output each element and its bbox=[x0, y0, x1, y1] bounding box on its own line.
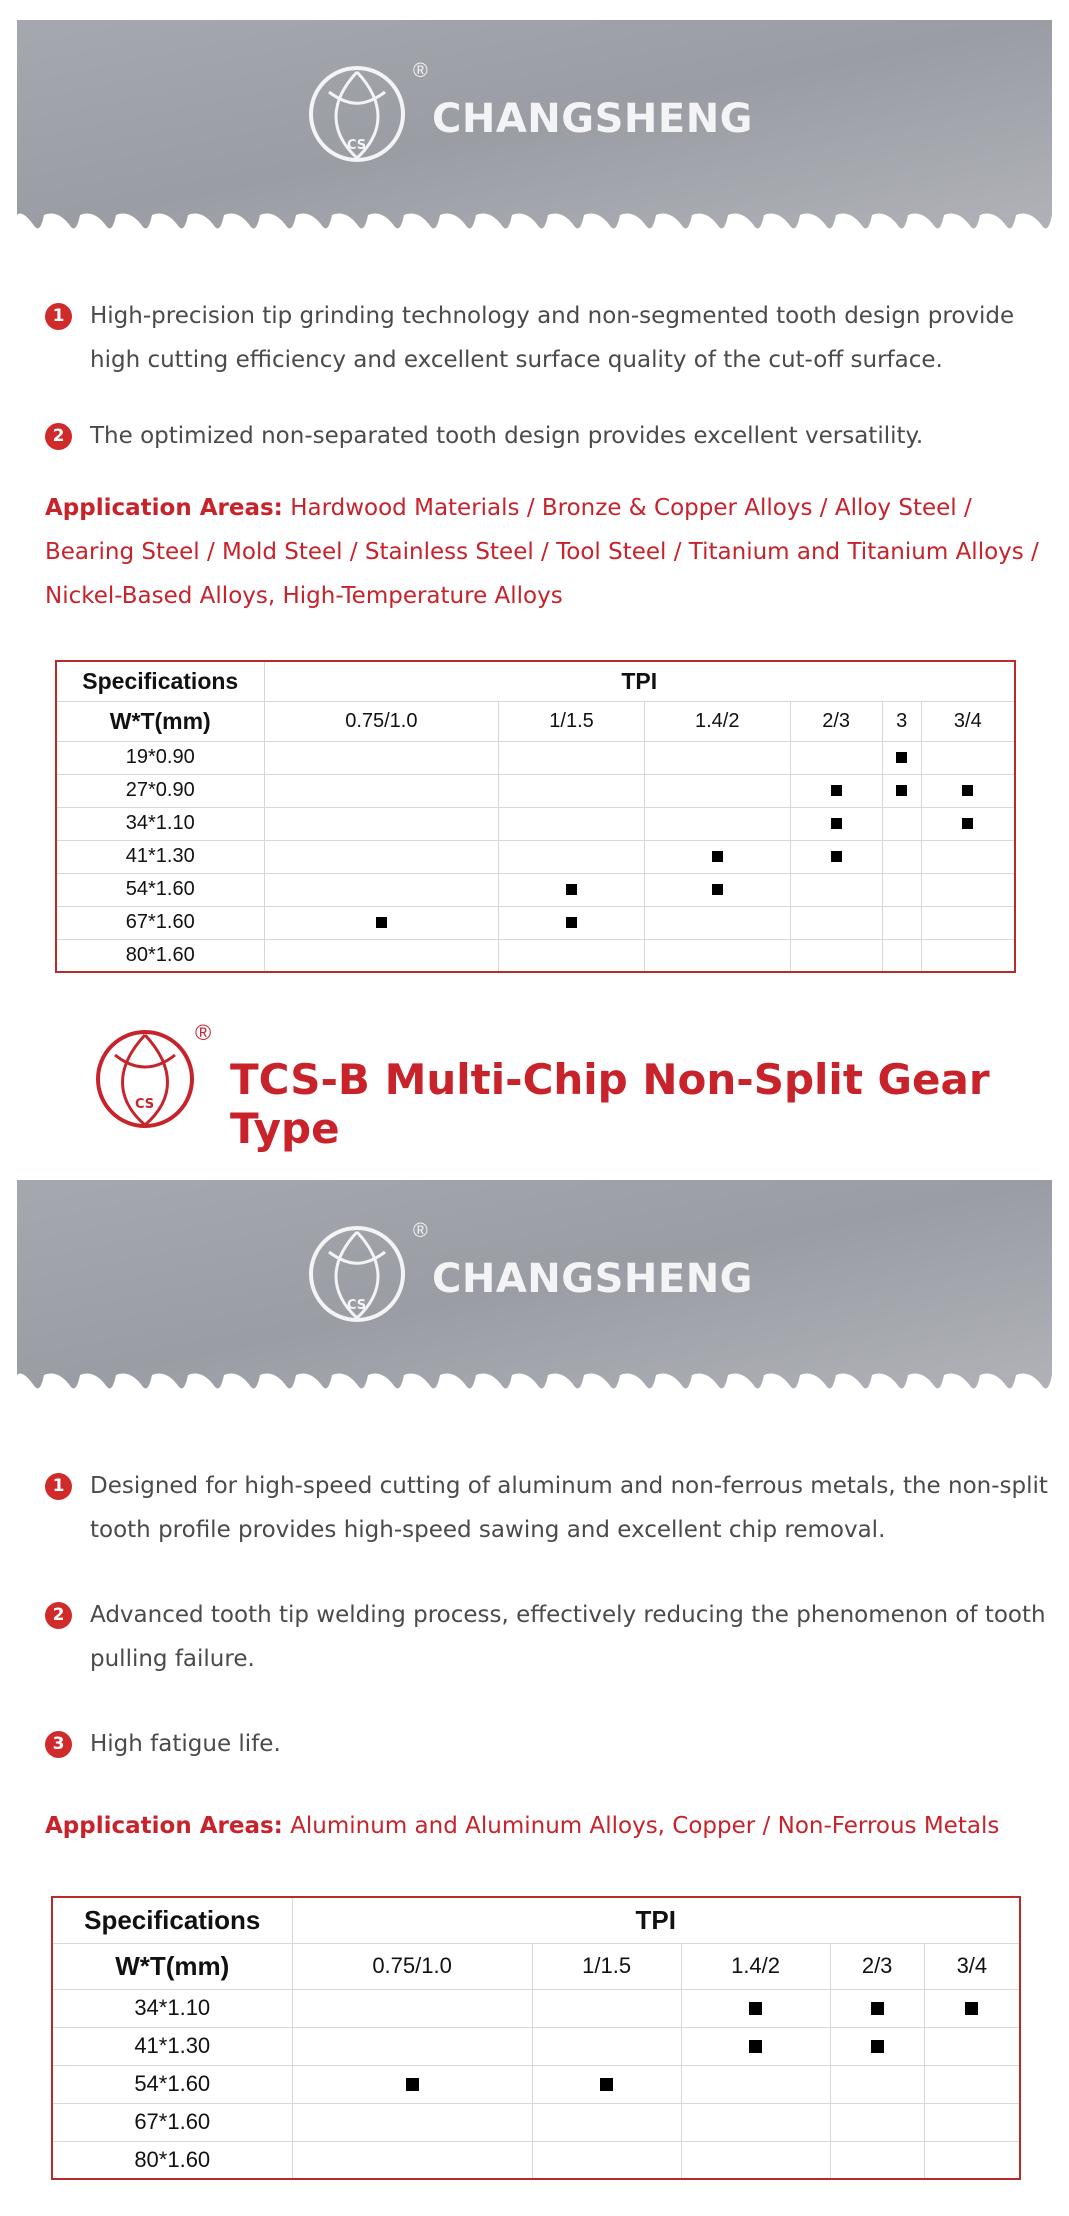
tpi-cell bbox=[532, 2027, 681, 2065]
feature-text: Advanced tooth tip welding process, effectively reducing the phenomenon of tooth pulling failure. bbox=[90, 1602, 1046, 1672]
size-cell: 41*1.30 bbox=[56, 840, 264, 873]
tpi-cell bbox=[790, 741, 882, 774]
availability-mark-icon bbox=[712, 884, 723, 895]
tpi-cell bbox=[532, 1989, 681, 2027]
tpi-cell bbox=[532, 2065, 681, 2103]
size-cell: 67*1.60 bbox=[52, 2103, 292, 2141]
tpi-cell bbox=[790, 774, 882, 807]
tpi-cell bbox=[644, 807, 790, 840]
tpi-cell bbox=[924, 2065, 1020, 2103]
tpi-column-header: 1/1.5 bbox=[532, 1943, 681, 1989]
tpi-cell bbox=[681, 2103, 830, 2141]
feature-number-badge: 1 bbox=[45, 303, 72, 330]
feature-item bbox=[45, 294, 1055, 382]
tpi-cell bbox=[921, 873, 1015, 906]
tpi-cell bbox=[532, 2103, 681, 2141]
registered-mark: ® bbox=[413, 1220, 428, 1242]
table-row bbox=[56, 840, 1015, 873]
tpi-header: TPI bbox=[292, 1897, 1020, 1943]
tpi-cell bbox=[681, 2027, 830, 2065]
table-row bbox=[52, 2141, 1020, 2179]
tpi-cell bbox=[292, 2141, 532, 2179]
tpi-cell bbox=[681, 1989, 830, 2027]
tpi-cell bbox=[921, 774, 1015, 807]
availability-mark-icon bbox=[376, 917, 387, 928]
tpi-cell bbox=[921, 741, 1015, 774]
tpi-cell bbox=[499, 873, 645, 906]
feature-text: High-precision tip grinding technology and non-segmented tooth design provide high cutting efficiency and excellent surface quality of the cut-off surface. bbox=[90, 303, 1015, 373]
tpi-header: TPI bbox=[264, 661, 1015, 701]
blade-banner-2 bbox=[17, 1180, 1052, 1400]
tpi-cell bbox=[644, 741, 790, 774]
availability-mark-icon bbox=[831, 851, 842, 862]
availability-mark-icon bbox=[962, 818, 973, 829]
size-cell: 54*1.60 bbox=[52, 2065, 292, 2103]
availability-mark-icon bbox=[406, 2078, 419, 2091]
tpi-cell bbox=[264, 873, 499, 906]
feature-number-badge: 1 bbox=[45, 1473, 72, 1500]
spec-table-1 bbox=[55, 660, 1016, 973]
size-cell: 67*1.60 bbox=[56, 906, 264, 939]
tpi-cell bbox=[830, 2103, 924, 2141]
application-label: Application Areas: bbox=[45, 1813, 283, 1839]
spec-table-2 bbox=[51, 1896, 1021, 2180]
tpi-cell bbox=[882, 741, 921, 774]
tpi-cell bbox=[532, 2141, 681, 2179]
tpi-cell bbox=[644, 774, 790, 807]
table-row bbox=[56, 939, 1015, 972]
tpi-cell bbox=[924, 2027, 1020, 2065]
tpi-column-header: 2/3 bbox=[790, 701, 882, 741]
tpi-cell bbox=[499, 906, 645, 939]
feature-item bbox=[45, 1464, 1055, 1552]
availability-mark-icon bbox=[831, 785, 842, 796]
section2-title: TCS-B Multi-Chip Non-Split Gear Type bbox=[230, 1055, 990, 1153]
wt-header: W*T(mm) bbox=[52, 1943, 292, 1989]
tpi-cell bbox=[292, 2027, 532, 2065]
tpi-cell bbox=[790, 840, 882, 873]
availability-mark-icon bbox=[831, 818, 842, 829]
logo-cs-letters: CS bbox=[347, 1298, 367, 1313]
tpi-cell bbox=[292, 1989, 532, 2027]
availability-mark-icon bbox=[749, 2002, 762, 2015]
feature-text: The optimized non-separated tooth design provides excellent versatility. bbox=[90, 423, 924, 449]
tpi-column-header: 3 bbox=[882, 701, 921, 741]
tpi-cell bbox=[790, 906, 882, 939]
table-row bbox=[56, 741, 1015, 774]
tpi-cell bbox=[292, 2103, 532, 2141]
tpi-column-header: 0.75/1.0 bbox=[264, 701, 499, 741]
tpi-cell bbox=[681, 2065, 830, 2103]
table-row bbox=[52, 2103, 1020, 2141]
wt-header: W*T(mm) bbox=[56, 701, 264, 741]
size-cell: 80*1.60 bbox=[52, 2141, 292, 2179]
availability-mark-icon bbox=[566, 884, 577, 895]
tpi-cell bbox=[499, 840, 645, 873]
tpi-cell bbox=[924, 2141, 1020, 2179]
size-cell: 41*1.30 bbox=[52, 2027, 292, 2065]
tpi-cell bbox=[924, 2103, 1020, 2141]
tpi-cell bbox=[264, 906, 499, 939]
size-cell: 80*1.60 bbox=[56, 939, 264, 972]
registered-mark: ® bbox=[413, 60, 428, 82]
section2-logo-letters: CS bbox=[135, 1097, 155, 1112]
feature-number-badge: 2 bbox=[45, 423, 72, 450]
tpi-cell bbox=[921, 840, 1015, 873]
availability-mark-icon bbox=[962, 785, 973, 796]
application-text: Aluminum and Aluminum Alloys, Copper / Non-Ferrous Metals bbox=[290, 1813, 1000, 1839]
section2-registered-mark: ® bbox=[195, 1020, 212, 1045]
tpi-column-header: 2/3 bbox=[830, 1943, 924, 1989]
size-cell: 34*1.10 bbox=[56, 807, 264, 840]
tpi-cell bbox=[924, 1989, 1020, 2027]
tpi-cell bbox=[644, 906, 790, 939]
tpi-cell bbox=[882, 840, 921, 873]
availability-mark-icon bbox=[896, 752, 907, 763]
table-row bbox=[52, 2027, 1020, 2065]
brand-name: CHANGSHENG bbox=[432, 1256, 754, 1302]
tpi-cell bbox=[830, 2065, 924, 2103]
availability-mark-icon bbox=[871, 2002, 884, 2015]
tpi-cell bbox=[681, 2141, 830, 2179]
application-text: Hardwood Materials / Bronze & Copper Alloys / Alloy Steel / Bearing Steel / Mold Steel / Stainless Steel / Tool Steel / Titanium and Titanium Alloys / Nickel-Based Alloys, High-Temperature Alloys bbox=[45, 495, 1039, 609]
application-label: Application Areas: bbox=[45, 495, 283, 521]
tpi-cell bbox=[882, 774, 921, 807]
tpi-column-header: 0.75/1.0 bbox=[292, 1943, 532, 1989]
tpi-cell bbox=[882, 906, 921, 939]
tpi-cell bbox=[790, 939, 882, 972]
feature-text: Designed for high-speed cutting of aluminum and non-ferrous metals, the non-split tooth profile provides high-speed sawing and excellent chip removal. bbox=[90, 1473, 1048, 1543]
table-row bbox=[56, 906, 1015, 939]
tpi-cell bbox=[264, 774, 499, 807]
tpi-cell bbox=[292, 2065, 532, 2103]
tpi-cell bbox=[790, 807, 882, 840]
section2-logo-icon bbox=[93, 1023, 203, 1133]
tpi-column-header: 3/4 bbox=[924, 1943, 1020, 1989]
tpi-column-header: 1/1.5 bbox=[499, 701, 645, 741]
blade-banner-1 bbox=[17, 20, 1052, 240]
table-row bbox=[56, 774, 1015, 807]
availability-mark-icon bbox=[749, 2040, 762, 2053]
tpi-cell bbox=[264, 741, 499, 774]
tpi-cell bbox=[921, 807, 1015, 840]
tpi-cell bbox=[499, 807, 645, 840]
feature-item bbox=[45, 1593, 1055, 1681]
spec-header: Specifications bbox=[56, 661, 264, 701]
size-cell: 27*0.90 bbox=[56, 774, 264, 807]
size-cell: 54*1.60 bbox=[56, 873, 264, 906]
tpi-column-header: 3/4 bbox=[921, 701, 1015, 741]
tpi-column-header: 1.4/2 bbox=[681, 1943, 830, 1989]
tpi-cell bbox=[644, 840, 790, 873]
table-row bbox=[56, 873, 1015, 906]
logo-cs-letters: CS bbox=[347, 138, 367, 153]
availability-mark-icon bbox=[871, 2040, 884, 2053]
table-row bbox=[52, 1989, 1020, 2027]
table-row bbox=[52, 2065, 1020, 2103]
tpi-cell bbox=[264, 807, 499, 840]
tpi-cell bbox=[882, 939, 921, 972]
tpi-cell bbox=[264, 939, 499, 972]
brand-name: CHANGSHENG bbox=[432, 96, 754, 142]
application-areas bbox=[45, 486, 1055, 618]
availability-mark-icon bbox=[712, 851, 723, 862]
tpi-cell bbox=[830, 1989, 924, 2027]
tpi-cell bbox=[921, 906, 1015, 939]
table-row bbox=[56, 807, 1015, 840]
tpi-column-header: 1.4/2 bbox=[644, 701, 790, 741]
availability-mark-icon bbox=[600, 2078, 613, 2091]
application-areas bbox=[45, 1804, 1055, 1848]
feature-number-badge: 3 bbox=[45, 1731, 72, 1758]
availability-mark-icon bbox=[896, 785, 907, 796]
tpi-cell bbox=[830, 2027, 924, 2065]
tpi-cell bbox=[499, 741, 645, 774]
tpi-cell bbox=[499, 939, 645, 972]
tpi-cell bbox=[499, 774, 645, 807]
spec-header: Specifications bbox=[52, 1897, 292, 1943]
tpi-cell bbox=[830, 2141, 924, 2179]
availability-mark-icon bbox=[965, 2002, 978, 2015]
feature-number-badge: 2 bbox=[45, 1602, 72, 1629]
tpi-cell bbox=[264, 840, 499, 873]
feature-text: High fatigue life. bbox=[90, 1731, 281, 1757]
feature-item bbox=[45, 1722, 1055, 1766]
size-cell: 34*1.10 bbox=[52, 1989, 292, 2027]
size-cell: 19*0.90 bbox=[56, 741, 264, 774]
availability-mark-icon bbox=[566, 917, 577, 928]
feature-item bbox=[45, 414, 1055, 458]
tpi-cell bbox=[882, 807, 921, 840]
tpi-cell bbox=[644, 939, 790, 972]
tpi-cell bbox=[882, 873, 921, 906]
tpi-cell bbox=[644, 873, 790, 906]
tpi-cell bbox=[790, 873, 882, 906]
tpi-cell bbox=[921, 939, 1015, 972]
